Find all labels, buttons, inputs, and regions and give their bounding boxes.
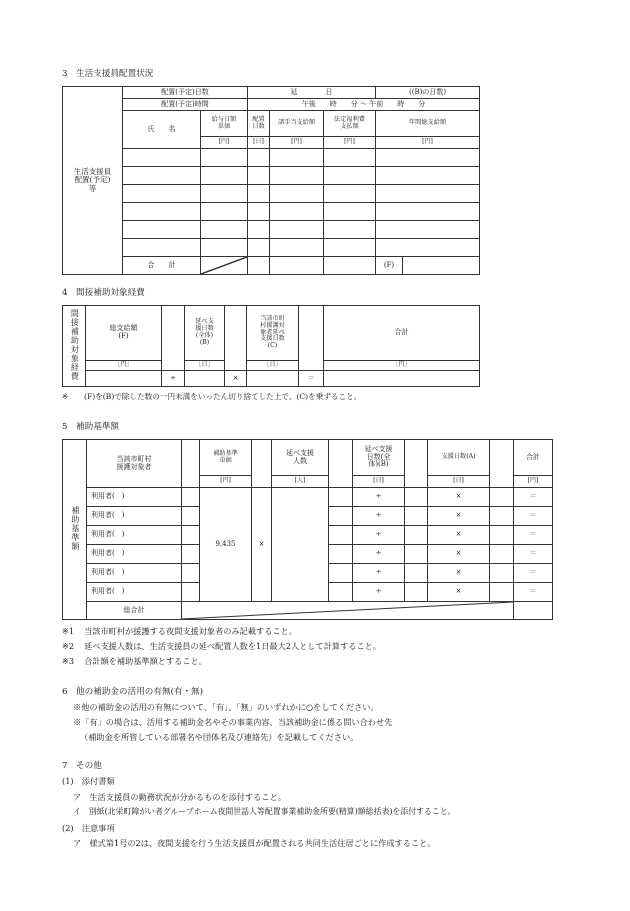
user-label: 利用者( ) bbox=[87, 545, 182, 564]
unit-yen: [円] bbox=[376, 137, 480, 149]
user-label: 利用者( ) bbox=[87, 488, 182, 507]
col-persons-header: 延べ支援 人数 bbox=[272, 440, 329, 476]
multiply-operator: × bbox=[428, 583, 490, 602]
section4-note-mark: ※ bbox=[62, 392, 69, 401]
divide-operator: ÷ bbox=[353, 583, 405, 602]
col-sum-header: 合計 bbox=[514, 440, 553, 476]
unit-yen: [円] bbox=[200, 476, 252, 488]
table-row bbox=[63, 488, 553, 507]
staff-row[interactable] bbox=[63, 203, 480, 221]
section6-line: ※「有」の場合は、活用する補助金名やその事業内容、当該補助金に係る問い合わせ先 bbox=[73, 717, 393, 727]
user-label: 利用者( ) bbox=[87, 526, 182, 545]
grand-total-input[interactable] bbox=[514, 602, 553, 620]
col-days-all-header: 延べ支 援日数 (全体) (B) bbox=[185, 306, 225, 361]
col-annual-header: 年間総支給額 bbox=[376, 111, 480, 137]
unit-yen: [円] bbox=[514, 476, 553, 488]
days-muni-input[interactable] bbox=[247, 371, 299, 387]
multiply-operator: × bbox=[428, 564, 490, 583]
staff-row-label: 生活支援員 配置(予定) 等 bbox=[63, 87, 123, 275]
staff-row[interactable] bbox=[63, 221, 480, 239]
section7-item: イ 別紙(北栄町障がい者グループホーム夜間世話人等配置事業補助金所要(精算)額総括表)を添付すること。 bbox=[73, 807, 456, 816]
unit-day: [日] bbox=[248, 137, 270, 149]
unit-day: ［日］ bbox=[185, 361, 225, 371]
col-days-all-header: 延べ支援 日数(全 体)(B) bbox=[353, 440, 405, 476]
indirect-row-label: 間接補助対象経費 bbox=[63, 306, 86, 387]
section4-heading: 4 間接補助対象経費 bbox=[62, 288, 145, 298]
section7-item: ア 様式第1号の2は、夜間支援を行う生活支援員が配置される共同生活住居ごとに作成すること。 bbox=[73, 838, 436, 848]
section5-note: ※3 合計額を補助基準額とすること。 bbox=[62, 656, 207, 666]
multiply-operator: × bbox=[428, 507, 490, 526]
user-label: 利用者( ) bbox=[87, 507, 182, 526]
section7-sub: (1) 添付書類 bbox=[62, 776, 115, 786]
staff-row[interactable] bbox=[63, 239, 480, 257]
unit-day: [日] bbox=[428, 476, 490, 488]
col-target-header: 当該市町村 援護対象者 bbox=[87, 440, 182, 488]
staff-row[interactable] bbox=[63, 167, 480, 185]
multiply-operator: × bbox=[252, 488, 272, 602]
col-days-header: 配置 日数 bbox=[248, 111, 270, 137]
col-unit-header: 補助基準 単価 bbox=[200, 440, 252, 476]
section7-sub: (2) 注意事項 bbox=[62, 823, 115, 833]
staff-row[interactable] bbox=[63, 149, 480, 167]
subsidy-row-label: 補助基準額 bbox=[63, 440, 87, 620]
section6-heading: 6 他の補助金の活用の有無(有・無) bbox=[62, 687, 204, 697]
placement-days-value[interactable]: 延 日 bbox=[248, 87, 376, 99]
placement-time-value[interactable]: 午後 時 分 ～ 午前 時 分 bbox=[248, 99, 480, 111]
col-days-muni-header: 当該市町 村援護対 象者延べ 支援日数 (C) bbox=[247, 306, 299, 361]
placement-time-label: 配置(予定)時間 bbox=[123, 99, 248, 111]
placement-days-note: ((B)の日数) bbox=[376, 87, 480, 99]
section7-item: ア 生活支援員の勤務状況が分かるものを添付すること。 bbox=[73, 792, 286, 802]
unit-yen: [円] bbox=[201, 137, 248, 149]
divide-operator: ÷ bbox=[353, 545, 405, 564]
divide-operator: ÷ bbox=[162, 371, 185, 387]
multiply-operator: × bbox=[428, 526, 490, 545]
section6-line: ※他の補助金の活用の有無について、「有」、「無」のいずれかに○をしてください。 bbox=[73, 702, 379, 712]
multiply-operator: × bbox=[225, 371, 247, 387]
col-total-pay-header: 総支給額 (F) bbox=[86, 306, 162, 361]
diagonal-cell bbox=[201, 257, 248, 275]
col-allowance-header: 諸手当支給額 bbox=[270, 111, 324, 137]
equals-operator: ＝ bbox=[514, 507, 553, 526]
section6-line: （補助金を所管している部署名や団体名及び連絡先）を記載してください。 bbox=[80, 732, 359, 742]
equals-operator: ＝ bbox=[514, 583, 553, 602]
section3-heading: 3 生活支援員配置状況 bbox=[62, 69, 154, 79]
equals-operator: ＝ bbox=[514, 564, 553, 583]
section5-note: ※1 当該市町村が援護する夜間支援対象者のみ記載すること。 bbox=[62, 626, 297, 636]
unit-yen: [円] bbox=[270, 137, 324, 149]
staff-row[interactable] bbox=[63, 185, 480, 203]
subsidy-base-table bbox=[62, 439, 553, 620]
unit-day: [日] bbox=[353, 476, 405, 488]
staff-total-label: 合 計 bbox=[123, 257, 201, 275]
user-label: 利用者( ) bbox=[87, 564, 182, 583]
grand-total-label: 総合計 bbox=[87, 602, 182, 620]
unit-price-value: 9,435 bbox=[200, 488, 252, 602]
divide-operator: ÷ bbox=[353, 526, 405, 545]
section5-note: ※2 延べ支援人数は、生活支援員の延べ配置人数を1日最大2人として計算すること。 bbox=[62, 641, 382, 651]
equals-operator: ＝ bbox=[299, 371, 324, 387]
multiply-operator: × bbox=[428, 488, 490, 507]
col-days-a-header: 支援日数(A) bbox=[428, 440, 490, 476]
total-f-mark: (F) bbox=[376, 257, 403, 275]
divide-operator: ÷ bbox=[353, 507, 405, 526]
unit-yen: ［円］ bbox=[86, 361, 162, 371]
section5-heading: 5 補助基準額 bbox=[62, 422, 120, 432]
user-label: 利用者( ) bbox=[87, 583, 182, 602]
staff-placement-table bbox=[62, 86, 480, 275]
unit-person: [人] bbox=[272, 476, 329, 488]
col-name-header: 氏 名 bbox=[123, 111, 201, 149]
total-f-value[interactable] bbox=[403, 257, 480, 275]
unit-yen: [円] bbox=[324, 137, 376, 149]
indirect-expense-table bbox=[62, 305, 480, 387]
days-all-input[interactable] bbox=[185, 371, 225, 387]
total-pay-input[interactable] bbox=[86, 371, 162, 387]
sum-input[interactable] bbox=[324, 371, 480, 387]
section4-note: (F)を(B)で除した数の一円未満をいったん切り捨てした上で、(C)を乗ずること。 bbox=[84, 392, 362, 401]
diagonal-cell bbox=[182, 602, 514, 620]
unit-yen: ［円］ bbox=[324, 361, 480, 371]
divide-operator: ÷ bbox=[353, 564, 405, 583]
divide-operator: ÷ bbox=[353, 488, 405, 507]
col-sum-header: 合計 bbox=[324, 306, 480, 361]
equals-operator: ＝ bbox=[514, 488, 553, 507]
unit-day: ［日］ bbox=[247, 361, 299, 371]
equals-operator: ＝ bbox=[514, 526, 553, 545]
persons-input[interactable] bbox=[272, 488, 329, 602]
col-welfare-header: 法定福利費 支払額 bbox=[324, 111, 376, 137]
multiply-operator: × bbox=[428, 545, 490, 564]
col-unit-price-header: 給与日額 単価 bbox=[201, 111, 248, 137]
placement-days-label: 配置(予定)日数 bbox=[123, 87, 248, 99]
equals-operator: ＝ bbox=[514, 545, 553, 564]
section7-heading: 7 その他 bbox=[62, 761, 102, 771]
